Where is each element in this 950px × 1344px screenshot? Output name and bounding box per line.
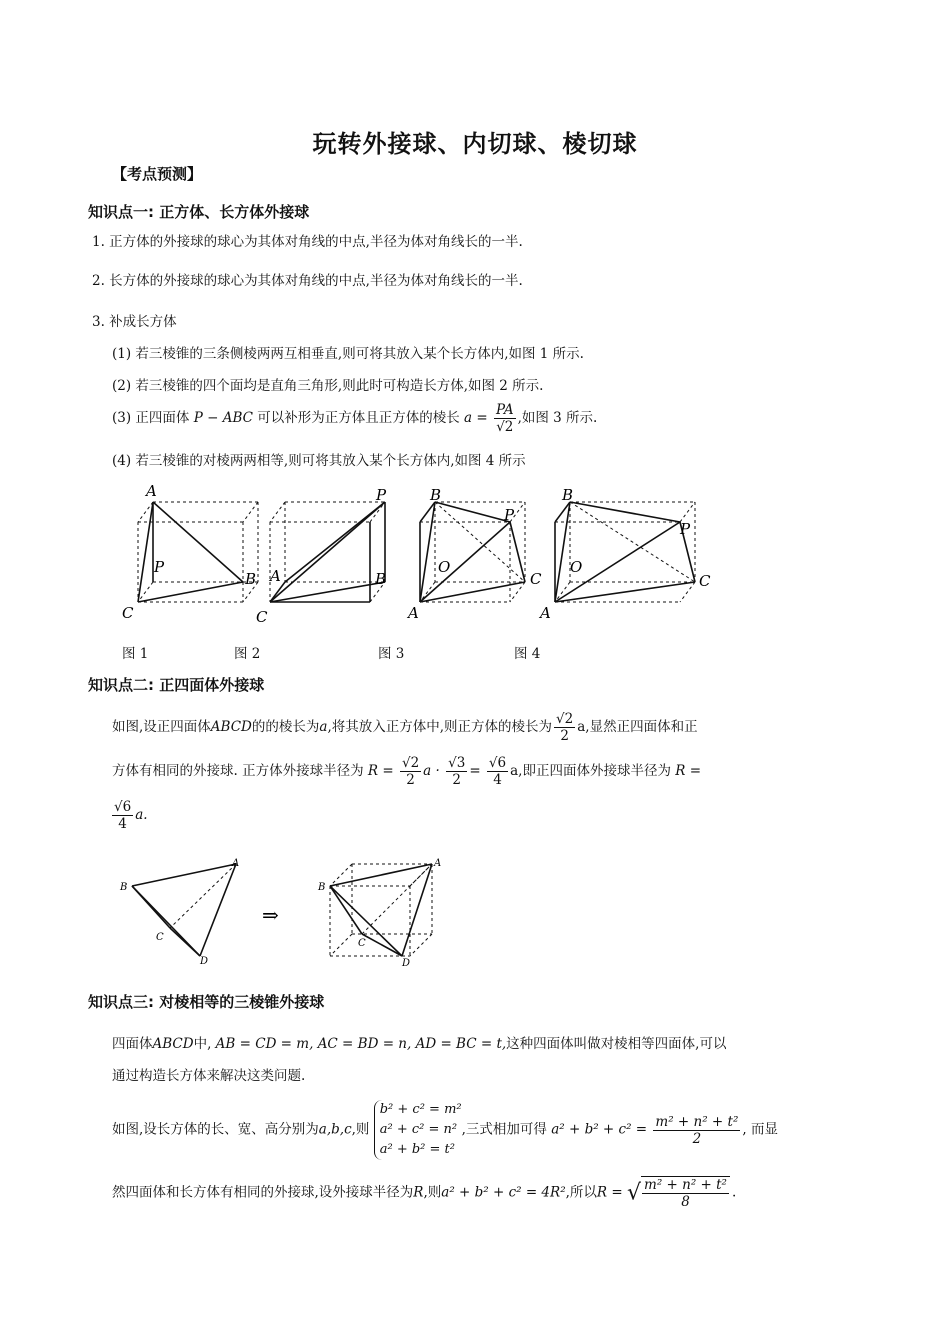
equation-system: b² + c² = m² a² + c² = n² a² + b² = t² <box>374 1100 462 1160</box>
fig4-label-b: B <box>562 486 574 504</box>
k1-item2: 2. 长方体的外接球的球心为其体对角线的中点,半径为体对角线长的一半. <box>92 273 523 289</box>
tetra-right-d: D <box>402 958 411 969</box>
fig4-label-a: A <box>540 604 551 622</box>
tetra-right-a: A <box>434 858 442 869</box>
implies-arrow: ⇒ <box>262 903 279 927</box>
k1-item3: 3. 补成长方体 <box>92 314 177 330</box>
tetra-left-b: B <box>120 882 128 893</box>
k2-heading: 知识点二: 正四面体外接球 <box>88 676 265 694</box>
k3-line4: 然四面体和长方体有相同的外接球,设外接球半径为R,则a² + b² + c² = 4R²,所以R = √ $\frac{\text{m² + n² + t²}}{8}$ . <box>112 1177 737 1210</box>
k3-line3: 如图,设长方体的长、宽、高分别为a,b,c,则 b² + c² = m² a² + c² = n² a² + b² = t² ,三式相加可得 a² + b² + c² = $\frac{\text{m² + n² + t²}}{2}$ , 而显 <box>112 1100 778 1160</box>
fig4-caption: 图 4 <box>514 646 541 662</box>
k1-heading: 知识点一: 正方体、长方体外接球 <box>88 203 310 221</box>
tetra-figures <box>112 852 452 972</box>
fig3-label-a: A <box>408 604 419 622</box>
figure-4 <box>555 502 695 602</box>
fig2-label-c: C <box>256 608 268 626</box>
fig3-label-c: C <box>530 570 542 588</box>
fig3-label-b: B <box>430 486 442 504</box>
k1-sub1: (1) 若三棱锥的三条侧棱两两互相垂直,则可将其放入某个长方体内,如图 1 所示. <box>112 346 584 362</box>
fig1-label-c: C <box>122 604 134 622</box>
cube-figures <box>110 480 730 630</box>
fig1-label-a: A <box>146 482 157 500</box>
fig2-label-b: B <box>375 570 387 588</box>
fig2-label-p: P <box>376 486 387 504</box>
k1-sub3: (3) 正四面体 P − ABC 可以补形为正方体且正方体的棱长 a = $\frac{PA}{√2}$ ,如图 3 所示. <box>112 402 598 435</box>
pa-over-sqrt2: $\frac{PA}{√2}$ <box>496 402 514 435</box>
k3-heading: 知识点三: 对棱相等的三棱锥外接球 <box>88 993 325 1011</box>
k1-sub4: (4) 若三棱锥的对棱两两相等,则可将其放入某个长方体内,如图 4 所示 <box>112 453 526 469</box>
k2-line2: 方体有相同的外接球. 正方体外接球半径为 R = $\frac{√2}{2}$ a · $\frac{√3}{2}$ = $\frac{√6}{4}$ a,即正四面体外接球半径为 R = <box>112 755 702 788</box>
fig2-label-a: A <box>270 567 281 585</box>
fig4-label-p: P <box>680 520 691 538</box>
k3-line1: 四面体ABCD中, AB = CD = m, AC = BD = n, AD = BC = t,这种四面体叫做对棱相等四面体,可以 <box>112 1036 727 1052</box>
tetra-right-b: B <box>318 882 326 893</box>
fig3-label-p: P <box>504 506 515 524</box>
fig1-label-p: P <box>154 558 165 576</box>
fig3-label-o: O <box>438 558 451 576</box>
fig3-caption: 图 3 <box>378 646 405 662</box>
fig4-label-c: C <box>699 572 711 590</box>
k1-item1: 1. 正方体的外接球的球心为其体对角线的中点,半径为体对角线长的一半. <box>92 234 523 250</box>
k1-sub2: (2) 若三棱锥的四个面均是直角三角形,则此时可构造长方体,如图 2 所示. <box>112 378 544 394</box>
page-title: 玩转外接球、内切球、棱切球 <box>312 130 638 158</box>
fig2-caption: 图 2 <box>234 646 261 662</box>
fig1-caption: 图 1 <box>122 646 149 662</box>
fig4-label-o: O <box>570 558 583 576</box>
tetra-left-a: A <box>232 858 240 869</box>
figure-1 <box>138 502 258 602</box>
k3-line2: 通过构造长方体来解决这类问题. <box>112 1068 306 1084</box>
tetra-right-c: C <box>358 938 366 949</box>
section-label: 【考点预测】 <box>112 165 203 183</box>
tetra-left <box>132 864 236 956</box>
k2-line3: $\frac{√6}{4}$ a. <box>114 799 148 832</box>
fig1-label-b: B <box>245 570 257 588</box>
tetra-left-c: C <box>156 932 164 943</box>
tetra-left-d: D <box>200 956 209 967</box>
k2-line1: 如图,设正四面体ABCD的的棱长为a,将其放入正方体中,则正方体的棱长为 $\frac{√2}{2}$ a,显然正四面体和正 <box>112 711 698 744</box>
figure-2 <box>270 502 385 602</box>
